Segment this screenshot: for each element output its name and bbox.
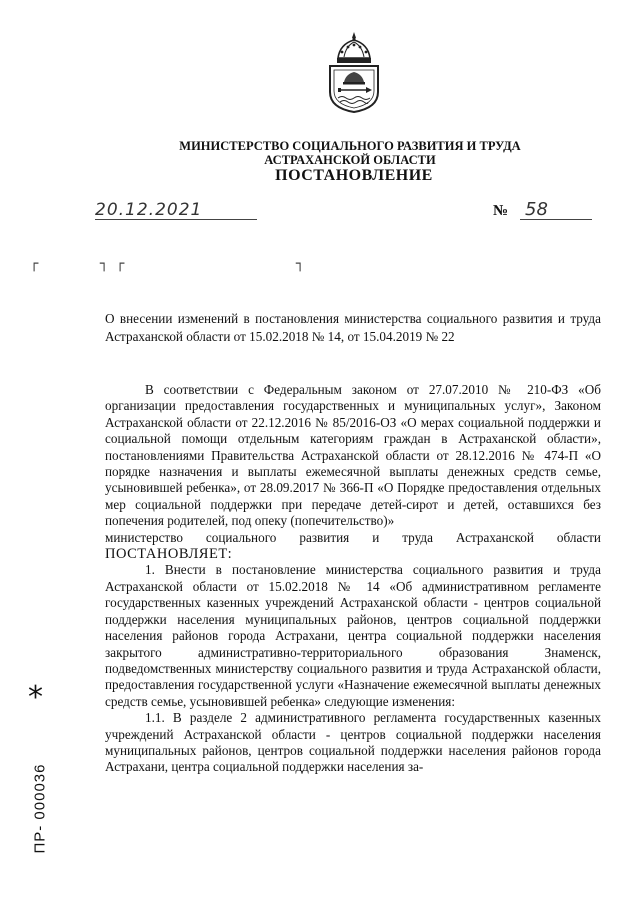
number-label: № [493,203,509,219]
body-paragraph-4: 1.1. В разделе 2 административного регламента государственных казенных учреждений Астраханской области - центров социальной поддержки населения муниципальных районов, центров социальной поддержки населения районов города Астрахани, центра социальной поддержки населения за- [105,710,601,775]
number-underline [520,219,592,220]
ministry-name-line1: МИНИСТЕРСТВО СОЦИАЛЬНОГО РАЗВИТИЯ И ТРУДА [179,139,521,153]
body-paragraph-3: 1. Внести в постановление министерства социального развития и труда Астраханской области от 15.02.2018 № 14 «Об административном регламенте государственных казенных учреждений Астраханской области - центров социальной поддержки населения муниципальных районов, центров социальной поддержки населения районов города Астрахани, центра социальной поддержки населения закрытого административно-территориального образования Знаменск, подведомственных министерству социального развития и труда Астраханской области, предоставления государственной услуги «Назначение ежемесячной выплаты денежных средств семье, усыновившей ребенка» следующие изменения: [105,562,601,709]
document-subject: О внесении изменений в постановления министерства социального развития и труда Астраханской области от 15.02.2018 № 14, от 15.04.2019 № 22 [105,311,601,344]
ministry-name-line2: АСТРАХАНСКОЙ ОБЛАСТИ [264,153,436,167]
document-body [105,382,601,776]
corner-bracket-mid-right: ┐ [100,256,109,272]
margin-registration-code: ПР- 000036 [31,763,49,854]
decree-word: ПОСТАНОВЛЯЕТ: [105,546,233,563]
document-type-title: ПОСТАНОВЛЕНИЕ [275,167,433,184]
coat-of-arms-icon [326,30,382,114]
margin-asterisk: * [28,680,43,715]
date-underline [95,219,257,220]
corner-bracket-mid-left: ┌ [116,256,125,272]
corner-bracket-right: ┐ [296,256,305,272]
document-number: 58 [525,199,548,220]
body-paragraph-1: В соответствии с Федеральным законом от 27.07.2010 № 210-ФЗ «Об организации предоставления государственных и муниципальных услуг», Законом Астраханской области от 22.12.2016 № 85/2016-ОЗ «О мерах социальной поддержки и социальной помощи отдельным категориям граждан в Астраханской области», постановлениями Правительства Астраханской области от 28.12.2016 № 474-П «О порядке назначения и выплаты ежемесячной выплаты денежных средств семье, усыновившей ребенка», от 28.09.2017 № 366-П «О Порядке предоставления отдельных мер социальной поддержки при передаче детей-сирот и детей, оставшихся без попечения родителей, под опеку (попечительство)» [105,382,601,529]
corner-bracket-left: ┌ [30,256,39,272]
document-date: 20.12.2021 [95,200,203,220]
body-paragraph-2: министерство социального развития и труда Астраханской области [105,529,601,545]
